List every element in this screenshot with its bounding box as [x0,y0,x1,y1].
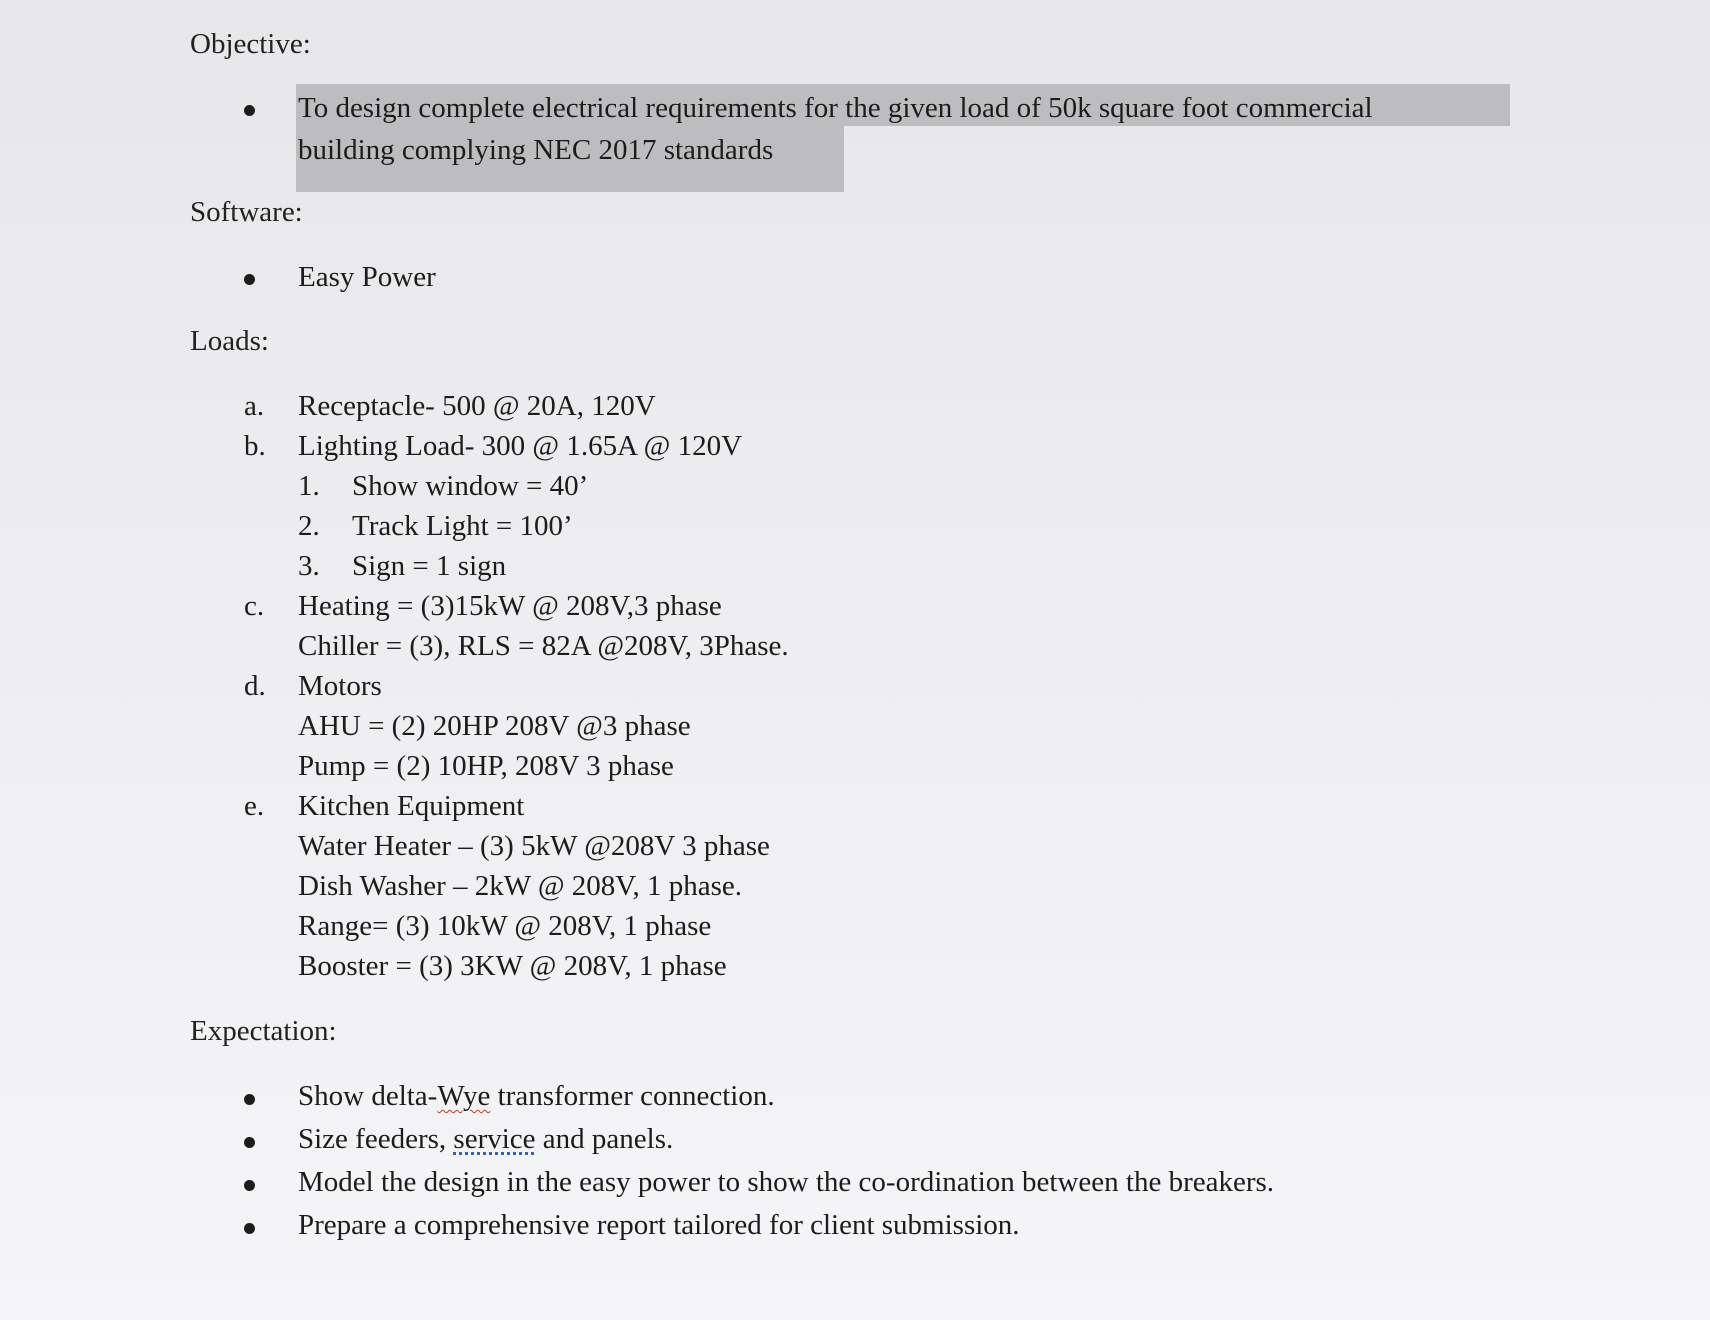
load-c-marker: c. [244,590,265,622]
expectation-item-1-post: transformer connection. [490,1080,775,1112]
load-e-text: Kitchen Equipment [298,790,525,822]
software-bullet [244,274,255,285]
software-item: Easy Power [298,261,436,293]
expectation-item-3: Model the design in the easy power to show the co-ordination between the breakers. [298,1166,1275,1198]
expectation-bullet-3 [244,1180,255,1191]
load-e-line1: Water Heater – (3) 5kW @208V 3 phase [298,830,770,862]
grammar-check-word: service [453,1123,536,1155]
load-b-text: Lighting Load- 300 @ 1.65A @ 120V [298,430,743,462]
expectation-item-2 [298,1123,673,1156]
objective-bullet [244,105,255,116]
load-d-line1: AHU = (2) 20HP 208V @3 phase [298,710,691,742]
load-e-marker: e. [244,790,265,822]
software-heading: Software: [190,196,303,228]
loads-heading: Loads: [190,325,269,357]
load-e-line2: Dish Washer – 2kW @ 208V, 1 phase. [298,870,743,902]
load-b-marker: b. [244,430,266,462]
load-c-text: Heating = (3)15kW @ 208V,3 phase [298,590,722,622]
spellcheck-word: Wye [437,1080,491,1112]
load-a-marker: a. [244,390,265,422]
expectation-bullet-1 [244,1094,255,1105]
objective-text-line1: To design complete electrical requirements for the given load of 50k square foot commercial [298,92,1373,124]
load-e-line3: Range= (3) 10kW @ 208V, 1 phase [298,910,712,942]
load-b-sub2-marker: 2. [298,510,320,542]
load-a-text: Receptacle- 500 @ 20A, 120V [298,390,656,422]
objective-text-line2: building complying NEC 2017 standards [298,134,774,166]
expectation-bullet-4 [244,1223,255,1234]
load-d-line2: Pump = (2) 10HP, 208V 3 phase [298,750,674,782]
expectation-item-4: Prepare a comprehensive report tailored for client submission. [298,1209,1020,1241]
expectation-item-2-pre: Size feeders, [298,1123,454,1155]
load-b-sub1-marker: 1. [298,470,320,502]
load-b-sub1-text: Show window = 40’ [352,470,589,502]
load-b-sub2-text: Track Light = 100’ [352,510,573,542]
expectation-item-1 [298,1080,775,1113]
objective-heading: Objective: [190,28,311,60]
expectation-item-2-post: and panels. [535,1123,674,1155]
expectation-bullet-2 [244,1137,255,1148]
expectation-item-1-pre: Show delta- [298,1080,438,1112]
load-b-sub3-marker: 3. [298,550,320,582]
expectation-heading: Expectation: [190,1015,337,1047]
load-b-sub3-text: Sign = 1 sign [352,550,507,582]
load-c-extra: Chiller = (3), RLS = 82A @208V, 3Phase. [298,630,789,662]
load-d-text: Motors [298,670,382,702]
load-e-line4: Booster = (3) 3KW @ 208V, 1 phase [298,950,727,982]
load-d-marker: d. [244,670,266,702]
